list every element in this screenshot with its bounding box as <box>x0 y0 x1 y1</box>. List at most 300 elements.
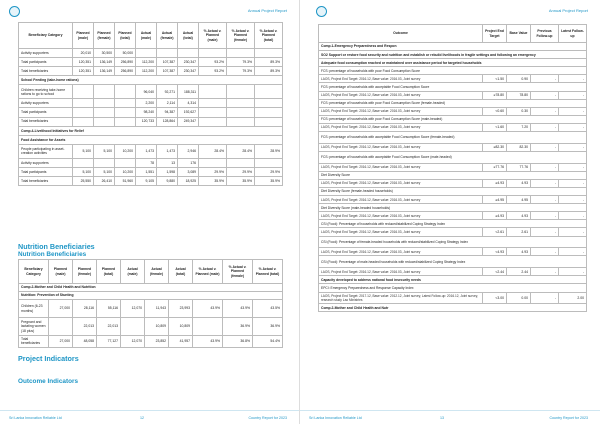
table-row <box>319 268 587 276</box>
column-header: Previous Follow-up <box>531 25 559 43</box>
table-cell: 79.3% <box>227 67 255 76</box>
nutrition-table <box>18 259 283 348</box>
table-cell <box>255 158 283 167</box>
footer-page-number: 12 <box>140 416 144 420</box>
section-label: School Feeding (take-home rations) <box>19 76 283 85</box>
table-cell: - <box>531 143 559 151</box>
column-header: Actual (female) <box>157 23 178 49</box>
row-label: Total beneficiaries <box>19 336 49 348</box>
row-label: Total participants <box>19 167 73 176</box>
location-source-label: LAOS, Project End Target: 2016.12, Base value: 2016.03, Joint survey <box>319 212 483 220</box>
nutrition-heading: Nutrition Beneficiaries <box>18 242 95 251</box>
table-cell: 7.20 <box>507 123 531 131</box>
column-header: Planned (male) <box>49 260 73 284</box>
location-source-label: LAOS, Project End Target: 2016.12, Base value: 2016.03, Joint survey <box>319 228 483 236</box>
table-cell <box>73 158 94 167</box>
table-cell: 192,627 <box>178 108 199 117</box>
table-cell: - <box>559 212 587 220</box>
table-row <box>19 144 283 158</box>
column-header: Planned (female) <box>73 260 97 284</box>
column-header: Latest Follow-up <box>559 25 587 43</box>
table-cell: - <box>531 123 559 131</box>
table-cell <box>255 99 283 108</box>
table-cell: 93.2% <box>199 58 227 67</box>
table-cell <box>199 108 227 117</box>
page-header <box>0 0 299 22</box>
indicator-label: FCS: percentage of households with poor Food Consumption Score <box>319 67 587 75</box>
table-row <box>319 107 587 115</box>
table-cell <box>255 117 283 126</box>
footer-title: Country Report for 2023 <box>549 416 588 420</box>
table-cell: <1.50 <box>483 75 507 83</box>
row-label: Activity supporters <box>19 99 73 108</box>
table-row <box>19 284 283 292</box>
table-cell: 12,070 <box>121 300 145 318</box>
table-cell <box>115 117 136 126</box>
outcome-indicators-heading: Outcome Indicators <box>18 378 79 385</box>
table-cell <box>115 99 136 108</box>
table-cell: 13 <box>157 158 178 167</box>
table-row <box>319 276 587 284</box>
table-row <box>319 132 587 144</box>
table-cell: 18,925 <box>178 177 199 186</box>
table-cell <box>94 99 115 108</box>
table-cell: 2,946 <box>178 144 199 158</box>
table-cell: 120,351 <box>73 67 94 76</box>
table-cell: 112,200 <box>136 58 157 67</box>
table-row <box>319 171 587 179</box>
table-cell <box>227 108 255 117</box>
table-cell: 2.61 <box>507 228 531 236</box>
table-cell: - <box>531 212 559 220</box>
table-cell: 256,890 <box>115 67 136 76</box>
table-cell: 4.95 <box>507 196 531 204</box>
table-cell: 23,993 <box>169 300 193 318</box>
right-page <box>300 0 600 424</box>
location-source-label: LAOS, Project End Target: 2016.12, Base value: 2016.03, Joint survey <box>319 91 483 99</box>
nutrition-subheading: Nutrition Beneficiaries <box>18 251 87 258</box>
table-cell: 1,473 <box>136 144 157 158</box>
table-cell <box>73 108 94 117</box>
table-cell: 107,387 <box>157 67 178 76</box>
table-cell <box>94 117 115 126</box>
column-header: % Actual v. Planned (female) <box>227 23 255 49</box>
table-cell: 28,116 <box>73 300 97 318</box>
table-row <box>319 123 587 131</box>
table-cell: 1,473 <box>157 144 178 158</box>
table-cell <box>94 85 115 99</box>
column-header: Base Value <box>507 25 531 43</box>
table-cell <box>121 318 145 336</box>
column-header: Actual (male) <box>136 23 157 49</box>
table-cell: 2,200 <box>136 99 157 108</box>
row-label: Children receiving take-home rations to go to school <box>19 85 73 99</box>
table-row <box>19 117 283 126</box>
table-cell: 89.3% <box>255 58 283 67</box>
table-cell: ≥78.80 <box>483 91 507 99</box>
table-cell: 1,551 <box>136 167 157 176</box>
outcome-indicators-table <box>318 24 587 312</box>
table-cell: 92,271 <box>157 85 178 99</box>
column-header: Project End Target <box>483 25 507 43</box>
table-cell: - <box>531 248 559 256</box>
table-cell <box>115 158 136 167</box>
header-title: Annual Project Report <box>247 8 287 13</box>
table-cell: 230,347 <box>178 58 199 67</box>
section-label: Adequate food consumption reached or maintained over assistance period for targeted households <box>319 59 587 67</box>
location-source-label: LAOS, Project End Target: 2016.12, Base value: 2016.03, Joint survey <box>319 123 483 131</box>
table-cell <box>73 117 94 126</box>
table-row <box>319 59 587 67</box>
table-cell: - <box>559 248 587 256</box>
table-cell: 12,070 <box>121 336 145 348</box>
table-cell: 10,809 <box>145 318 169 336</box>
table-cell: 136,149 <box>94 58 115 67</box>
table-cell: - <box>531 163 559 171</box>
table-cell: 4,314 <box>178 99 199 108</box>
section-label: SO2 Support or restore food security and nutrition and establish or rebuild livelihoods in fragile settings and following an emergency <box>319 51 587 59</box>
table-cell: ≥4.93 <box>483 212 507 220</box>
table-cell: - <box>559 163 587 171</box>
table-cell: - <box>531 91 559 99</box>
table-row <box>319 196 587 204</box>
table-cell: 0.00 <box>507 292 531 304</box>
section-label: Capacity developed to address national food insecurity needs <box>319 276 587 284</box>
table-cell: 77,127 <box>97 336 121 348</box>
table-cell: 43.9% <box>193 300 223 318</box>
table-cell: ≥4.93 <box>483 179 507 187</box>
table-row <box>19 300 283 318</box>
location-source-label: LAOS, Project End Target: 2016.12, Base value: 2016.03, Joint survey <box>319 143 483 151</box>
table-cell: - <box>559 143 587 151</box>
table-row <box>319 212 587 220</box>
table-cell: 136,149 <box>94 67 115 76</box>
table-row <box>319 91 587 99</box>
table-cell: 0.90 <box>507 75 531 83</box>
row-label: Total participants <box>19 108 73 117</box>
table-cell: 82.30 <box>507 143 531 151</box>
table-row <box>319 204 587 212</box>
table-cell: - <box>559 91 587 99</box>
table-cell: 55,116 <box>97 300 121 318</box>
table-row <box>319 75 587 83</box>
table-row <box>319 99 587 107</box>
row-label: Children (6-23 months) <box>19 300 49 318</box>
table-cell: 77.76 <box>507 163 531 171</box>
table-cell: 50,000 <box>115 49 136 58</box>
table-cell: 89.3% <box>255 67 283 76</box>
row-label: Total beneficiaries <box>19 117 73 126</box>
page-footer <box>300 410 600 424</box>
column-header: % Actual v. Planned (male) <box>199 23 227 49</box>
table-cell <box>255 85 283 99</box>
table-row <box>319 188 587 196</box>
section-label: Comp.2-Mother and Child Health and Nutr <box>319 304 587 312</box>
table-row <box>319 163 587 171</box>
table-row <box>19 336 283 348</box>
table-cell: - <box>531 268 559 276</box>
table-row <box>319 151 587 163</box>
table-cell <box>115 108 136 117</box>
table-cell: <1.60 <box>483 123 507 131</box>
table-cell <box>199 158 227 167</box>
indicator-label: CSI (Food): Percentage of households with reduced/stabilized Coping Strategy Index <box>319 220 587 228</box>
table-row <box>319 292 587 304</box>
table-cell: 9,880 <box>157 177 178 186</box>
table-row <box>19 58 283 67</box>
table-row <box>319 304 587 312</box>
table-cell <box>73 99 94 108</box>
location-source-label: LAOS, Project End Target: 2016.12, Base value: 2016.03, Joint survey <box>319 268 483 276</box>
location-source-label: LAOS, Project End Target: 2016.12, Base value: 2016.03, Joint survey <box>319 248 483 256</box>
table-cell: 5,100 <box>73 167 94 176</box>
table-cell: 4.93 <box>507 248 531 256</box>
table-cell: 112,200 <box>136 67 157 76</box>
table-cell: 28.9% <box>255 144 283 158</box>
section-label: Comp.2-Mother and Child Health and Nutrition <box>19 284 283 292</box>
table-row <box>19 67 283 76</box>
indicator-label: Diet Diversity Score (male-headed households) <box>319 204 587 212</box>
table-cell <box>157 49 178 58</box>
indicator-label: CSI (Food): Percentage of female-headed households with reduced/stabilized Coping Strategy Index <box>319 236 587 248</box>
table-cell: - <box>559 123 587 131</box>
table-cell: <3.00 <box>483 292 507 304</box>
table-cell: 1,598 <box>157 167 178 176</box>
table-cell: - <box>531 292 559 304</box>
table-cell: 25,550 <box>73 177 94 186</box>
table-cell: 78.80 <box>507 91 531 99</box>
section-label: Comp.4-Livelihood Initiatives for Relief <box>19 126 283 135</box>
table-row <box>19 49 283 58</box>
table-cell: 35.9% <box>227 177 255 186</box>
table-row <box>319 228 587 236</box>
page-header <box>300 0 600 22</box>
org-logo-icon <box>9 6 20 17</box>
footer-page-number: 13 <box>440 416 444 420</box>
table-cell: - <box>531 196 559 204</box>
section-label: Food Assistance for Assets <box>19 135 283 144</box>
table-cell: - <box>559 75 587 83</box>
table-cell: - <box>531 107 559 115</box>
org-logo-icon <box>316 6 327 17</box>
table-cell: 96,040 <box>136 85 157 99</box>
column-header: % Actual v. Planned (female) <box>223 260 253 284</box>
table-cell: 28.4% <box>199 144 227 158</box>
table-cell: 230,347 <box>178 67 199 76</box>
table-cell: <0.60 <box>483 107 507 115</box>
location-source-label: LAOS, Project End Target: 2016.12, Base value: 2016.03, Joint survey <box>319 107 483 115</box>
table-cell: 188,311 <box>178 85 199 99</box>
table-cell: 22,013 <box>97 318 121 336</box>
indicator-label: Diet Diversity Score <box>319 171 587 179</box>
table-cell: 36.9% <box>253 318 283 336</box>
row-label: Total participants <box>19 58 73 67</box>
table-cell: 35.9% <box>255 177 283 186</box>
table-cell: 4.93 <box>507 179 531 187</box>
table-cell: 35.9% <box>199 177 227 186</box>
table-cell: 43.9% <box>193 336 223 348</box>
table-row <box>319 67 587 75</box>
table-cell: 20,010 <box>73 49 94 58</box>
page-footer <box>0 410 299 424</box>
table-cell: 2,114 <box>157 99 178 108</box>
table-cell <box>199 85 227 99</box>
table-cell: 4.93 <box>507 212 531 220</box>
table-cell: - <box>531 179 559 187</box>
row-label: People participating in asset-creation activities <box>19 144 73 158</box>
table-cell: 27,000 <box>49 300 73 318</box>
column-header: Outcome <box>319 25 483 43</box>
table-cell: 93.2% <box>199 67 227 76</box>
table-cell <box>193 318 223 336</box>
location-source-label: LAOS, Project End Target: 2016.12, Base value: 2016.03, Joint survey <box>319 75 483 83</box>
table-cell <box>199 49 227 58</box>
indicator-label: FCS: percentage of households with acceptable Food Consumption Score <box>319 83 587 91</box>
table-cell: 2.44 <box>507 268 531 276</box>
column-header: % Actual v. Planned (male) <box>193 260 223 284</box>
column-header: Planned (male) <box>73 23 94 49</box>
table-row <box>19 76 283 85</box>
table-row <box>319 284 587 292</box>
table-row <box>19 135 283 144</box>
table-cell: - <box>531 75 559 83</box>
indicator-label: Diet Diversity Score (female-headed households) <box>319 188 587 196</box>
footer-org: Sri Lanka Innovation Reliable Ltd <box>9 416 62 420</box>
table-cell: 10,809 <box>169 318 193 336</box>
table-row <box>19 126 283 135</box>
table-cell <box>199 99 227 108</box>
table-cell: 29.9% <box>199 167 227 176</box>
indicator-label: EPCI: Emergency Preparedness and Response Capacity Index <box>319 284 587 292</box>
table-row <box>319 115 587 123</box>
table-cell: - <box>559 228 587 236</box>
table-cell: ≥4.95 <box>483 196 507 204</box>
table-cell: 22,013 <box>73 318 97 336</box>
section-label: Nutrition: Prevention of Stunting <box>19 292 283 300</box>
table-row <box>19 318 283 336</box>
table-cell: 5,100 <box>94 144 115 158</box>
table-cell <box>227 99 255 108</box>
table-cell: 10,200 <box>115 167 136 176</box>
table-cell: 11,943 <box>145 300 169 318</box>
table-cell: 54.4% <box>253 336 283 348</box>
table-cell <box>227 49 255 58</box>
table-cell: 43.5% <box>253 300 283 318</box>
table-cell: 30,500 <box>94 49 115 58</box>
column-header: Actual (total) <box>169 260 193 284</box>
column-header: Planned (total) <box>97 260 121 284</box>
table-row <box>19 167 283 176</box>
indicator-label: FCS: percentage of households with acceptable Food Consumption Score (male-headed) <box>319 151 587 163</box>
location-source-label: LAOS, Project End Target: 2017.12, Base value: 2012.12, Joint survey, Latest Follow-up: 2016.12, Joint survey, research study Lao Ministries <box>319 292 483 304</box>
table-cell <box>227 117 255 126</box>
table-cell: 29.9% <box>255 167 283 176</box>
table-cell: 29.9% <box>227 167 255 176</box>
table-cell: 51,960 <box>115 177 136 186</box>
table-cell: <2.44 <box>483 268 507 276</box>
table-cell: 120,351 <box>73 58 94 67</box>
table-row <box>319 179 587 187</box>
table-cell: 23,852 <box>145 336 169 348</box>
table-cell: 5,100 <box>73 144 94 158</box>
table-cell: 3,089 <box>178 167 199 176</box>
table-cell <box>49 318 73 336</box>
location-source-label: LAOS, Project End Target: 2016.12, Base value: 2016.03, Joint survey <box>319 163 483 171</box>
table-cell: 79.3% <box>227 58 255 67</box>
table-cell <box>178 49 199 58</box>
indicator-label: FCS: percentage of households with acceptable Food Consumption Score (female-headed) <box>319 132 587 144</box>
table-cell: 36.8% <box>223 336 253 348</box>
section-label: Comp.1-Emergency Preparedness and Respon <box>319 43 587 51</box>
table-cell <box>115 85 136 99</box>
footer-title: Country Report for 2023 <box>248 416 287 420</box>
column-header: Planned (total) <box>115 23 136 49</box>
table-cell: 28.4% <box>227 144 255 158</box>
indicator-label: CSI (Food): Percentage of male-headed households with reduced/stabilized Coping Strategy Index <box>319 256 587 268</box>
project-indicators-heading: Project Indicators <box>18 354 79 363</box>
indicator-label: FCS: percentage of households with poor Food Consumption Score (female-headed) <box>319 99 587 107</box>
column-header: Planned (female) <box>94 23 115 49</box>
table-cell: 0.30 <box>507 107 531 115</box>
table-row <box>319 248 587 256</box>
table-cell: <2.61 <box>483 228 507 236</box>
table-row <box>319 236 587 248</box>
table-cell: 98,240 <box>136 108 157 117</box>
table-cell: - <box>531 228 559 236</box>
table-row <box>19 158 283 167</box>
location-source-label: LAOS, Project End Target: 2016.12, Base value: 2016.03, Joint survey <box>319 196 483 204</box>
table-cell: 43.9% <box>223 300 253 318</box>
table-cell: 128,864 <box>157 117 178 126</box>
table-cell <box>199 117 227 126</box>
table-row <box>319 256 587 268</box>
row-label: Activity supporters <box>19 49 73 58</box>
row-label: Activity supporters <box>19 158 73 167</box>
table-cell: - <box>559 268 587 276</box>
table-cell: 94,387 <box>157 108 178 117</box>
table-cell: 176 <box>178 158 199 167</box>
table-row <box>319 143 587 151</box>
table-cell <box>94 158 115 167</box>
row-label: Pregnant and lactating women (18 plus) <box>19 318 49 336</box>
table-row <box>319 51 587 59</box>
table-cell <box>255 108 283 117</box>
column-header: Beneficiary Category <box>19 23 73 49</box>
table-row <box>19 85 283 99</box>
table-cell: 48,058 <box>73 336 97 348</box>
table-row <box>19 99 283 108</box>
table-cell <box>255 49 283 58</box>
table-cell: 120,733 <box>136 117 157 126</box>
table-cell: 2.00 <box>559 292 587 304</box>
table-cell: 5,100 <box>94 167 115 176</box>
table-cell: 10,200 <box>115 144 136 158</box>
table-cell: ≥82.30 <box>483 143 507 151</box>
table-cell: - <box>559 179 587 187</box>
beneficiaries-table <box>18 22 283 186</box>
table-cell: 27,000 <box>49 336 73 348</box>
column-header: Actual (male) <box>121 260 145 284</box>
row-label: Total beneficiaries <box>19 67 73 76</box>
table-row <box>19 177 283 186</box>
table-cell: - <box>559 196 587 204</box>
row-label: Total beneficiaries <box>19 177 73 186</box>
table-cell: <4.93 <box>483 248 507 256</box>
table-cell: 107,387 <box>157 58 178 67</box>
table-row <box>319 83 587 91</box>
table-cell <box>94 108 115 117</box>
table-cell <box>227 85 255 99</box>
